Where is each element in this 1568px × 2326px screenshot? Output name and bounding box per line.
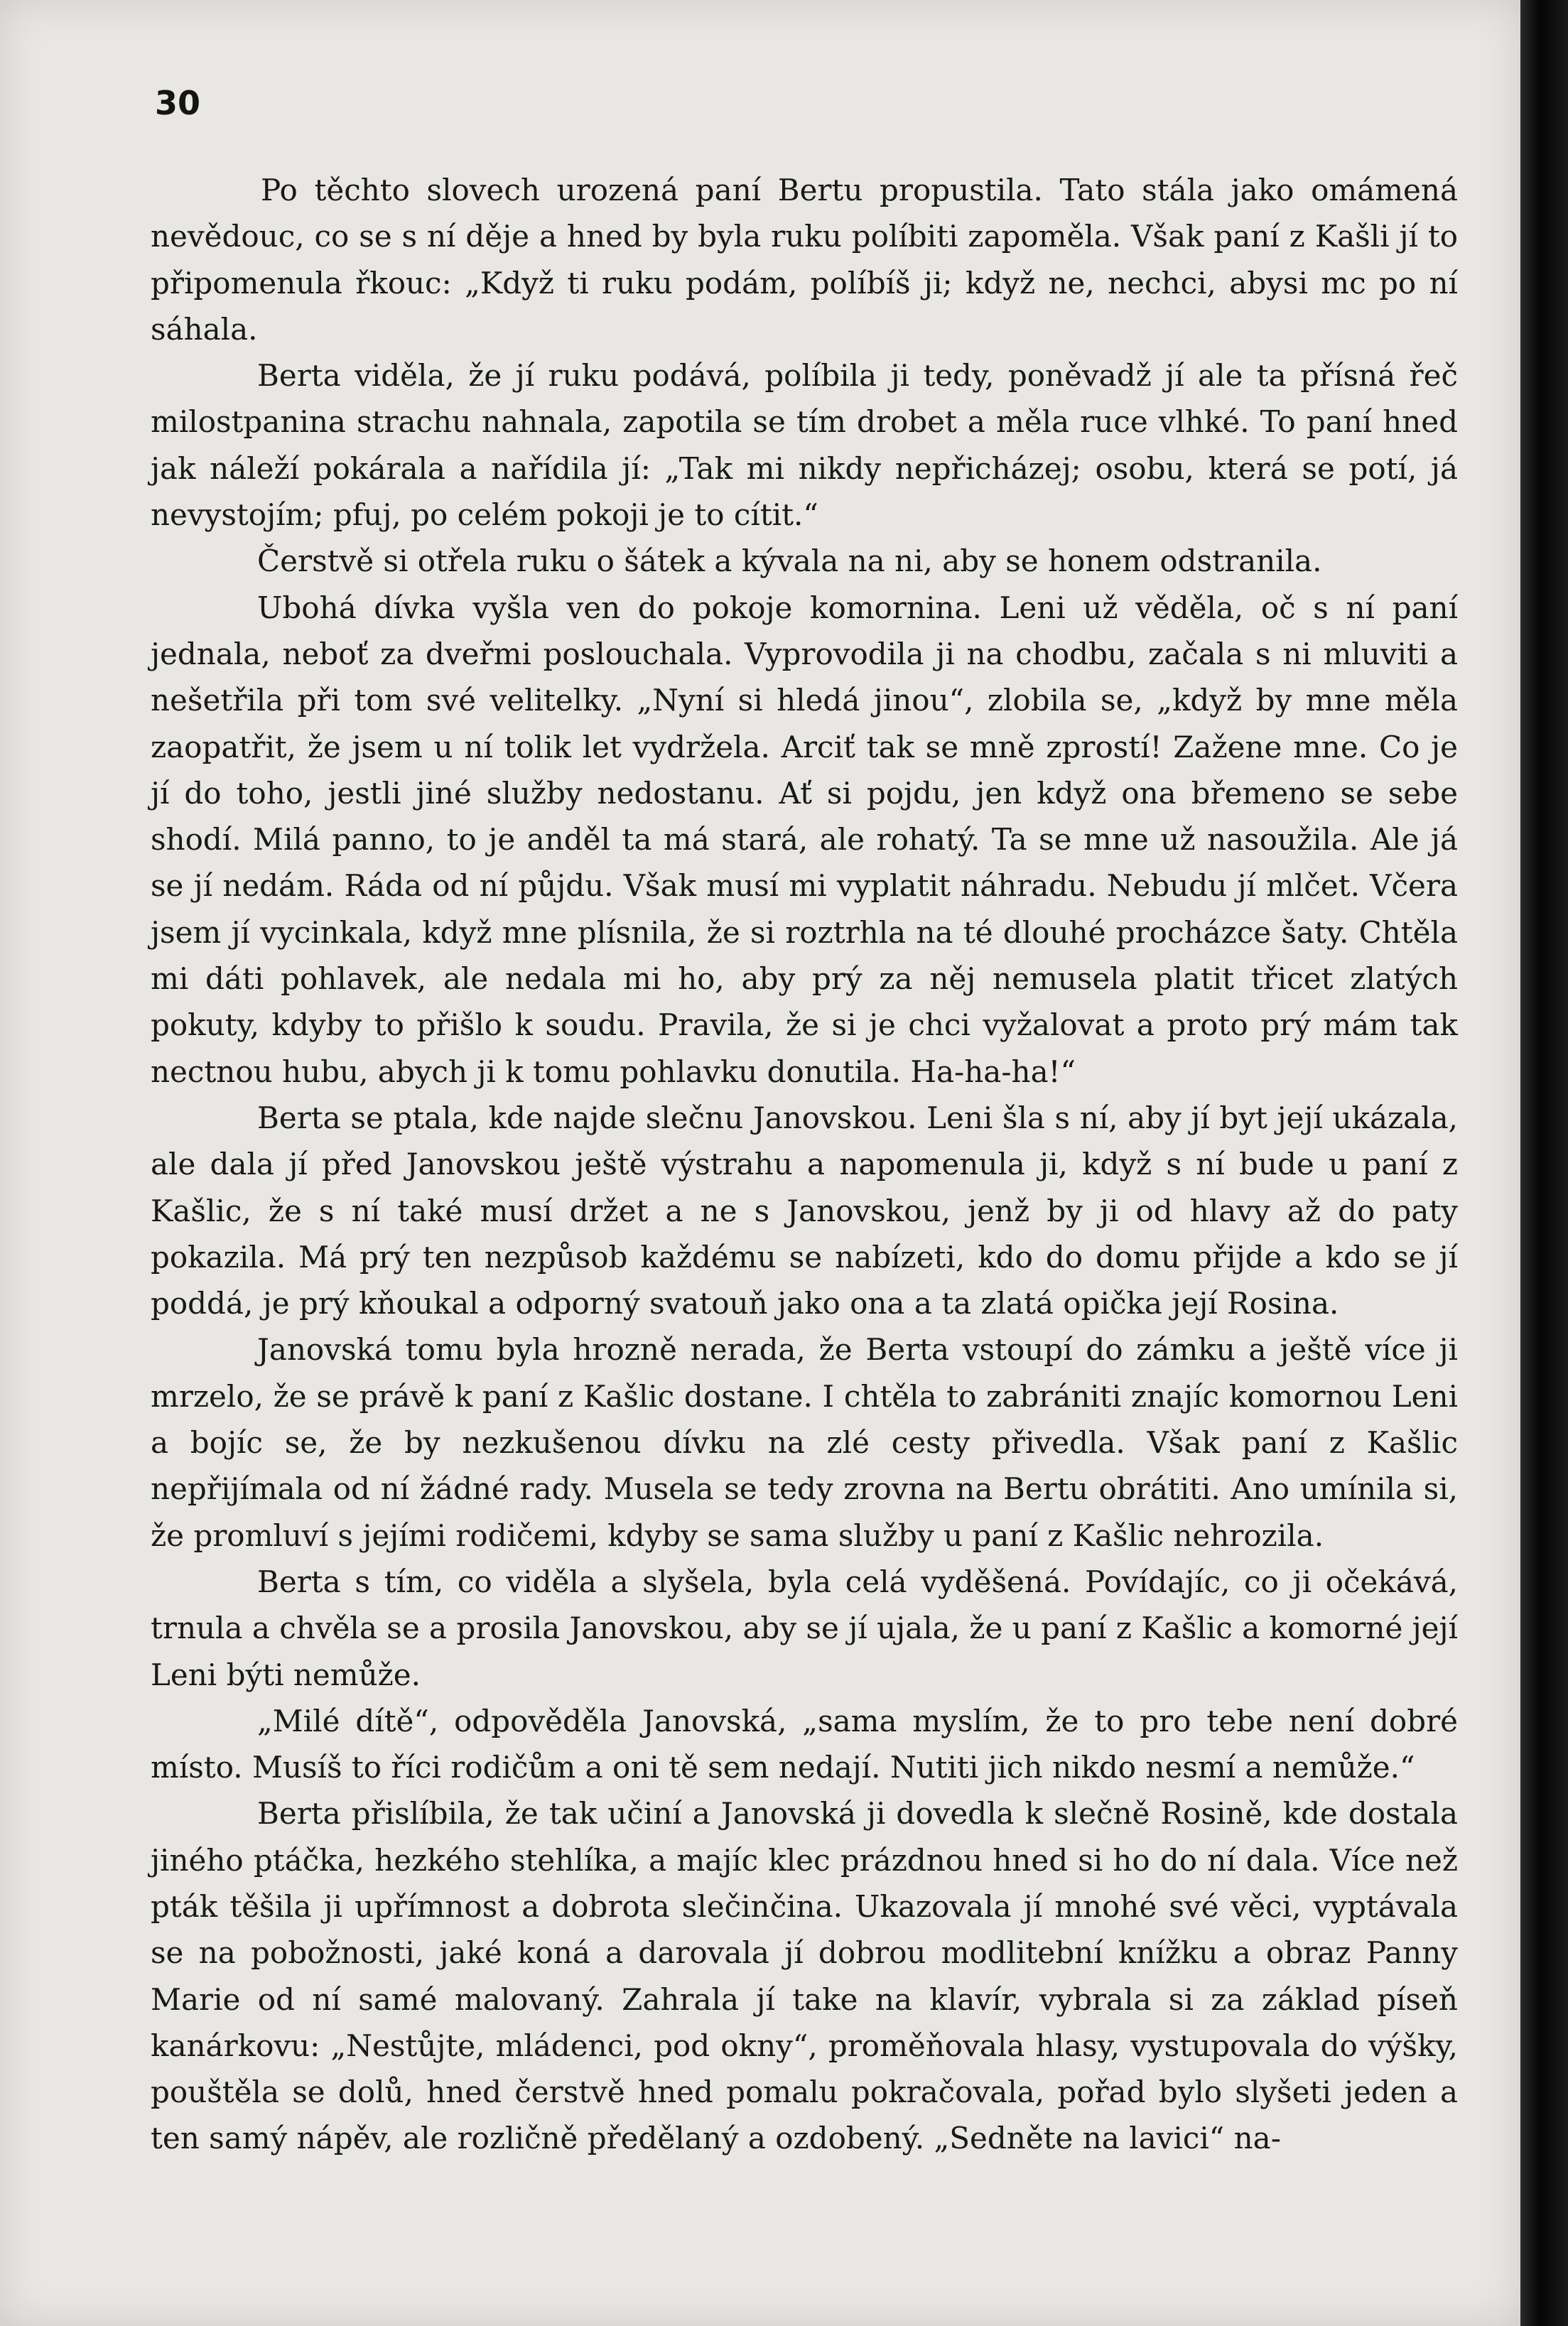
text-body [151,167,1458,2162]
page-number: 30 [155,84,201,122]
paragraph-2: Berta viděla, že jí ruku podává, políbila ji tedy, poněvadž jí ale ta přísná řeč milostpanina strachu nahnala, zapotila se tím drobet a měla ruce vlhké. To paní hned jak náleží pokárala a nařídila jí: „Tak mi nikdy nepřicházej; osobu, která se potí, já nevystojím; pfuj, po celém pokoji je to cítit.“ [151,358,1458,533]
paragraph-8: „Milé dítě“, odpověděla Janovská, „sama myslím, že to pro tebe není dobré místo. Musíš to říci rodičům a oni tě sem nedají. Nutiti jich nikdo nesmí a nemůže.“ [151,1703,1458,1785]
paragraph-3: Čerstvě si otřela ruku o šátek a kývala na ni, aby se honem odstranila. [257,543,1322,579]
paragraph-6: Janovská tomu byla hrozně nerada, že Berta vstoupí do zámku a ještě více ji mrzelo, že se právě k paní z Kašlic dostane. I chtěla to zabrániti znajíc komornou Leni a bojíc se, že by nezkušenou dívku na zlé cesty přivedla. Však paní z Kašlic nepřijímala od ní žádné rady. Musela se tedy zrovna na Bertu obrátiti. Ano umínila si, že promluví s jejími rodičemi, kdyby se sama služby u paní z Kašlic nehrozila. [151,1332,1458,1553]
paragraph-4: Ubohá dívka vyšla ven do pokoje komornina. Leni už věděla, oč s ní paní jednala, neboť za dveřmi poslouchala. Vyprovodila ji na chodbu, začala s ni mluviti a nešetřila při tom své velitelky. „Nyní si hledá jinou“, zlobila se, „když by mne měla zaopatřit, že jsem u ní tolik let vydržela. Arciť tak se mně zprostí! Zažene mne. Co je jí do toho, jestli jiné služby nedostanu. Ať si pojdu, jen když ona břemeno se sebe shodí. Milá panno, to je anděl ta má stará, ale rohatý. Ta se mne už nasoužila. Ale já se jí nedám. Ráda od ní půjdu. Však musí mi vyplatit náhradu. Nebudu jí mlčet. Včera jsem jí vycinkala, když mne plísnila, že si roztrhla na té dlouhé procházce šaty. Chtěla mi dáti pohlavek, ale nedala mi ho, aby prý za něj nemusela platit třicet zlatých pokuty, kdyby to přišlo k soudu. Pravila, že si je chci vyžalovat a proto prý mám tak nectnou hubu, abych ji k tomu pohlavku donutila. Ha-ha-ha!“ [151,590,1458,1089]
paragraph-5: Berta se ptala, kde najde slečnu Janovskou. Leni šla s ní, aby jí byt její ukázala, ale dala jí před Janovskou ještě výstrahu a napomenula ji, když s ní bude u paní z Kašlic, že s ní také musí držet a ne s Janovskou, jenž by ji od hlavy až do paty pokazila. Má prý ten nezpůsob každému se nabízeti, kdo do domu přijde a kdo se jí poddá, je prý kňoukal a odporný svatouň jako ona a ta zlatá opička její Rosina. [151,1100,1458,1321]
paragraph-7: Berta s tím, co viděla a slyšela, byla celá vyděšená. Povídajíc, co ji očekává, trnula a chvěla se a prosila Janovskou, aby se jí ujala, že u paní z Kašlic a komorné její Leni býti nemůže. [151,1564,1458,1692]
page-edge-shadow [1520,0,1568,2326]
paragraph-9: Berta přislíbila, že tak učiní a Janovská ji dovedla k slečně Rosině, kde dostala jiného ptáčka, hezkého stehlíka, a majíc klec prázdnou hned si ho do ní dala. Více než pták těšila ji upřímnost a dobrota slečinčina. Ukazovala jí mnohé své věci, vyptávala se na pobožnosti, jaké koná a darovala jí dobrou modlitební knížku a obraz Panny Marie od ní samé malovaný. Zahrala jí take na klavír, vybrala si za základ píseň kanárkovu: „Nestůjte, mládenci, pod okny“, proměňovala hlasy, vystupovala do výšky, pouštěla se dolů, hned čerstvě hned pomalu pokračovala, pořad bylo slyšeti jeden a ten samý nápěv, ale rozličně předělaný a ozdobený. „Sedněte na lavici“ na- [151,1796,1458,2156]
paragraph-1: Po těchto slovech urozená paní Bertu propustila. Tato stála jako omámená nevědouc, co se s ní děje a hned by byla ruku políbiti zapoměla. Však paní z Kašli jí to připomenula řkouc: „Když ti ruku podám, políbíš ji; když ne, nechci, abysi mc po ní sáhala. [151,173,1458,347]
